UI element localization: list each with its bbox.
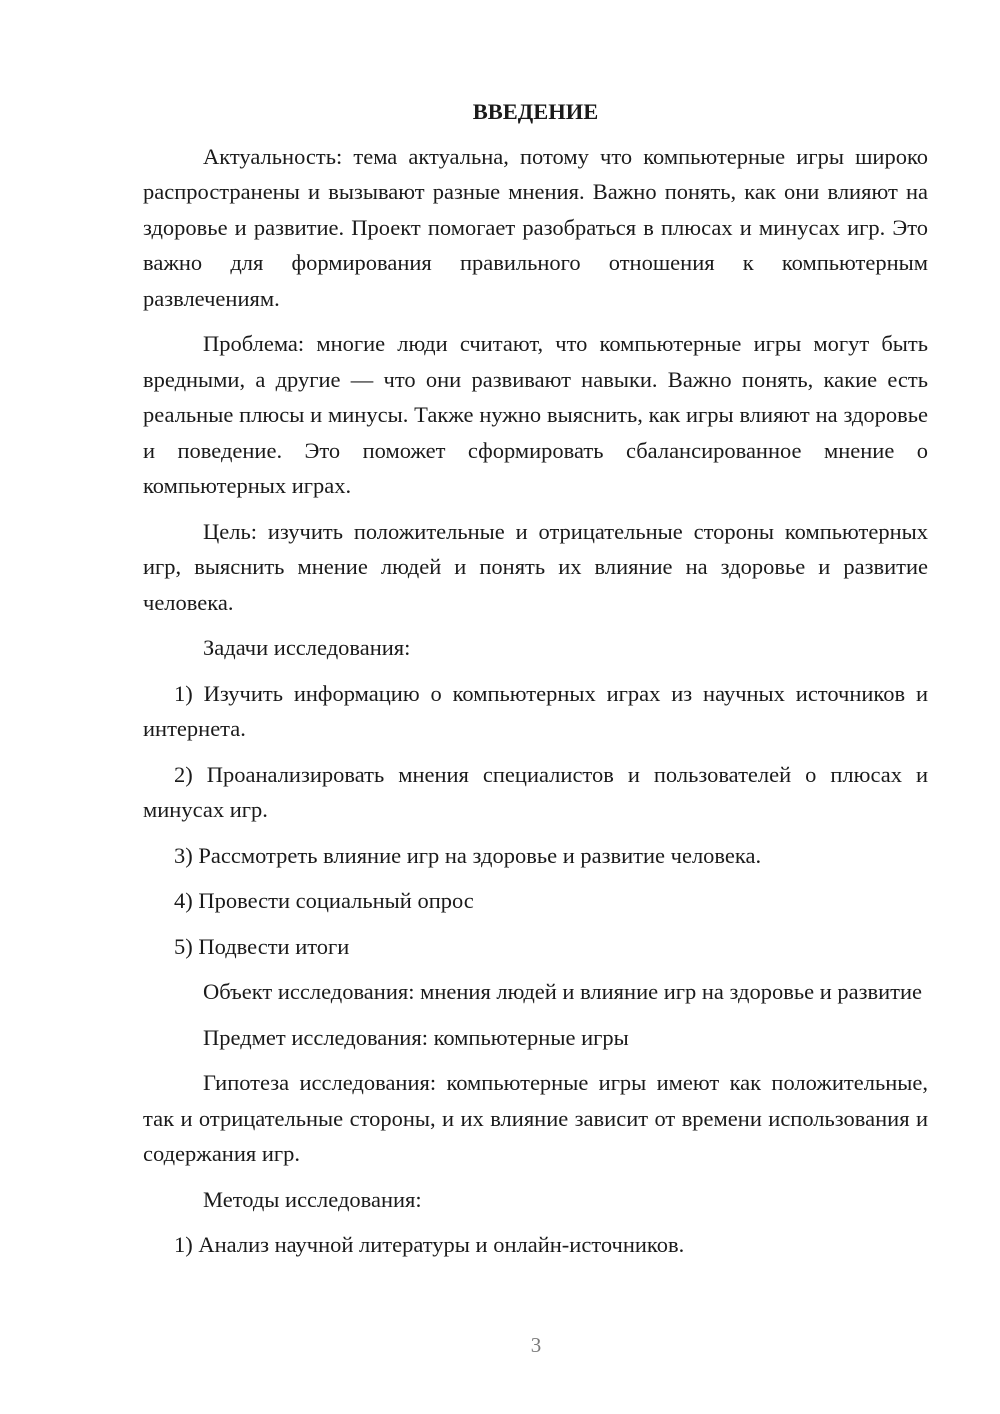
section-title: ВВЕДЕНИЕ: [472, 99, 599, 124]
subject-paragraph: Предмет исследования: компьютерные игры: [203, 1024, 629, 1050]
task-item-2: 2) Проанализировать мнения специалистов и пользователей о плюсах и минусах игр.: [143, 761, 928, 822]
problem-paragraph: Проблема: многие люди считают, что компьютерные игры могут быть вредными, а другие — что они развивают навыки. Важно понять, какие есть реальные плюсы и минусы. Также нужно выяснить, как игры влияют на здоровье и поведение. Это поможет сформировать сбалансированное мнение о компьютерных играх.: [143, 331, 928, 498]
task-item-4: 4) Провести социальный опрос: [174, 888, 474, 913]
methods-heading: Методы исследования:: [203, 1186, 422, 1212]
task-item-5: 5) Подвести итоги: [174, 933, 350, 959]
page-content: [143, 94, 928, 1273]
tasks-heading: Задачи исследования:: [203, 635, 411, 660]
task-item-3: 3) Рассмотреть влияние игр на здоровье и развитие человека.: [174, 842, 762, 868]
relevance-paragraph: Актуальность: тема актуальна, потому что компьютерные игры широко распространены и вызывают разные мнения. Важно понять, как они влияют на здоровье и развитие. Проект помогает разобраться в плюсах и минусах игр. Это важно для формирования правильного отношения к компьютерным развлечениям.: [143, 143, 928, 311]
page-number: 3: [530, 1333, 542, 1357]
object-paragraph: Объект исследования: мнения людей и влияние игр на здоровье и развитие: [203, 979, 923, 1004]
goal-paragraph: Цель: изучить положительные и отрицательные стороны компьютерных игр, выяснить мнение людей и понять их влияние на здоровье и развитие человека.: [143, 518, 928, 615]
task-item-1: 1) Изучить информацию о компьютерных играх из научных источников и интернета.: [143, 680, 928, 741]
method-item-1: 1) Анализ научной литературы и онлайн-источников.: [174, 1232, 685, 1257]
hypothesis-paragraph: Гипотеза исследования: компьютерные игры имеют как положительные, так и отрицательные стороны, и их влияние зависит от времени использования и содержания игр.: [143, 1070, 928, 1166]
